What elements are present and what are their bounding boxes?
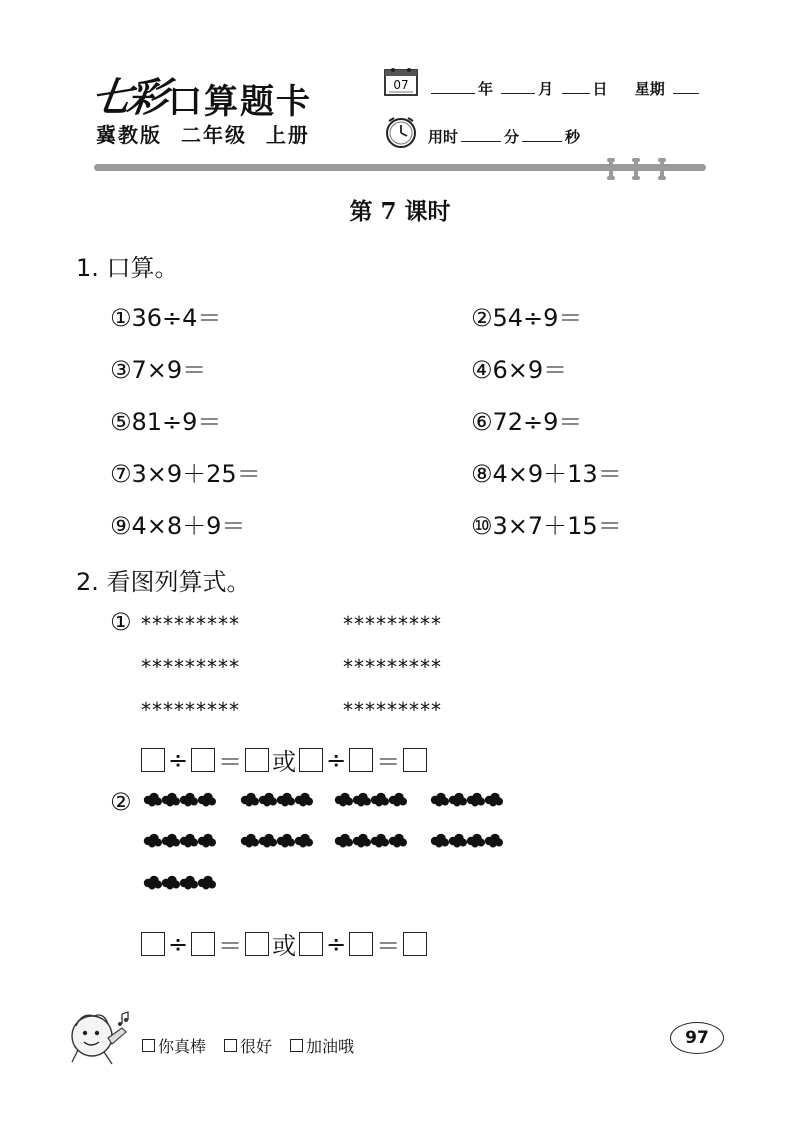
cloud-group — [335, 834, 407, 848]
week-label: 星期 — [634, 80, 665, 98]
binder-pin — [609, 158, 613, 180]
year-blank[interactable] — [431, 79, 475, 94]
answer-box[interactable] — [141, 748, 165, 772]
problem-10: ⑩3×7＋15＝ — [471, 512, 622, 540]
equals-sign: ＝ — [218, 932, 243, 960]
binder-pin — [660, 158, 664, 180]
answer-box[interactable] — [299, 932, 323, 956]
section-1-title: 1. 口算。 — [76, 254, 179, 282]
divide-sign: ÷ — [326, 745, 347, 774]
week-blank[interactable] — [673, 79, 699, 94]
equals-sign: ＝ — [376, 932, 401, 960]
cloud-group — [241, 834, 313, 848]
star-group: ********* — [343, 655, 442, 679]
problem-5: ⑤81÷9＝ — [110, 408, 222, 436]
star-group: ********* — [141, 655, 240, 679]
answer-equation-1 — [140, 742, 428, 777]
equals-sign: ＝ — [376, 748, 401, 776]
answer-box[interactable] — [245, 932, 269, 956]
brand-deco-text: 七彩 — [88, 74, 167, 121]
cloud-group — [144, 793, 216, 807]
answer-box[interactable] — [349, 932, 373, 956]
star-group: ********* — [141, 612, 240, 636]
feedback-label: 很好 — [240, 1037, 273, 1056]
problem-7: ⑦3×9＋25＝ — [110, 460, 261, 488]
problem-4: ④6×9＝ — [471, 356, 568, 384]
divide-sign: ÷ — [326, 929, 347, 958]
page-number: 97 — [670, 1022, 724, 1054]
answer-box[interactable] — [141, 932, 165, 956]
equals-sign: ＝ — [218, 748, 243, 776]
feedback-option[interactable] — [290, 1034, 354, 1057]
time-label: 用时 — [428, 128, 459, 146]
star-group: ********* — [343, 698, 442, 722]
cloud-group — [431, 793, 503, 807]
problem-8: ⑧4×9＋13＝ — [471, 460, 622, 488]
minute-label: 分 — [504, 128, 520, 146]
cloud-group — [241, 793, 313, 807]
second-blank[interactable] — [522, 127, 562, 142]
section-2-title: 2. 看图列算式。 — [76, 568, 251, 596]
question-1-label: ① — [110, 608, 132, 636]
edition-label: 冀教版 二年级 上册 — [96, 123, 310, 147]
answer-box[interactable] — [245, 748, 269, 772]
cloud-group — [335, 793, 407, 807]
year-label: 年 — [478, 80, 494, 98]
feedback-option[interactable] — [142, 1034, 206, 1057]
problem-9: ⑨4×8＋9＝ — [110, 512, 246, 540]
second-label: 秒 — [565, 128, 581, 146]
feedback-options — [142, 1034, 354, 1057]
feedback-label: 你真棒 — [158, 1037, 207, 1056]
calendar-icon — [383, 67, 419, 97]
feedback-option[interactable] — [224, 1034, 272, 1057]
binder-pin — [634, 158, 638, 180]
checkbox[interactable] — [142, 1039, 155, 1052]
answer-box[interactable] — [403, 748, 427, 772]
answer-box[interactable] — [349, 748, 373, 772]
answer-box[interactable] — [191, 932, 215, 956]
month-label: 月 — [538, 80, 554, 98]
answer-box[interactable] — [191, 748, 215, 772]
day-label: 日 — [592, 80, 608, 98]
cloud-group — [144, 876, 216, 890]
star-group: ********* — [343, 612, 442, 636]
clock-icon — [383, 115, 419, 149]
divide-sign: ÷ — [168, 929, 189, 958]
answer-equation-2 — [140, 926, 428, 961]
brand-title: 口算题卡 — [168, 82, 312, 122]
checkbox[interactable] — [224, 1039, 237, 1052]
checkbox[interactable] — [290, 1039, 303, 1052]
date-line — [428, 78, 702, 99]
answer-box[interactable] — [299, 748, 323, 772]
problem-6: ⑥72÷9＝ — [471, 408, 583, 436]
brand-logo — [88, 66, 312, 123]
problem-1: ①36÷4＝ — [110, 304, 222, 332]
calendar-day: 07 — [393, 78, 409, 92]
lesson-title: 第 7 课时 — [349, 198, 451, 225]
header-divider — [94, 164, 706, 171]
problem-3: ③7×9＝ — [110, 356, 207, 384]
question-2-label: ② — [110, 788, 132, 816]
divide-sign: ÷ — [168, 745, 189, 774]
day-blank[interactable] — [562, 79, 590, 94]
or-word: 或 — [272, 748, 297, 776]
or-word: 或 — [272, 932, 297, 960]
feedback-label: 加油哦 — [306, 1037, 355, 1056]
problem-2: ②54÷9＝ — [471, 304, 583, 332]
month-blank[interactable] — [501, 79, 535, 94]
cloud-picture — [140, 790, 520, 900]
answer-box[interactable] — [403, 932, 427, 956]
star-group: ********* — [141, 698, 240, 722]
mascot-illustration — [64, 1004, 136, 1068]
minute-blank[interactable] — [461, 127, 501, 142]
time-line — [428, 126, 580, 147]
cloud-group — [144, 834, 216, 848]
cloud-group — [431, 834, 503, 848]
